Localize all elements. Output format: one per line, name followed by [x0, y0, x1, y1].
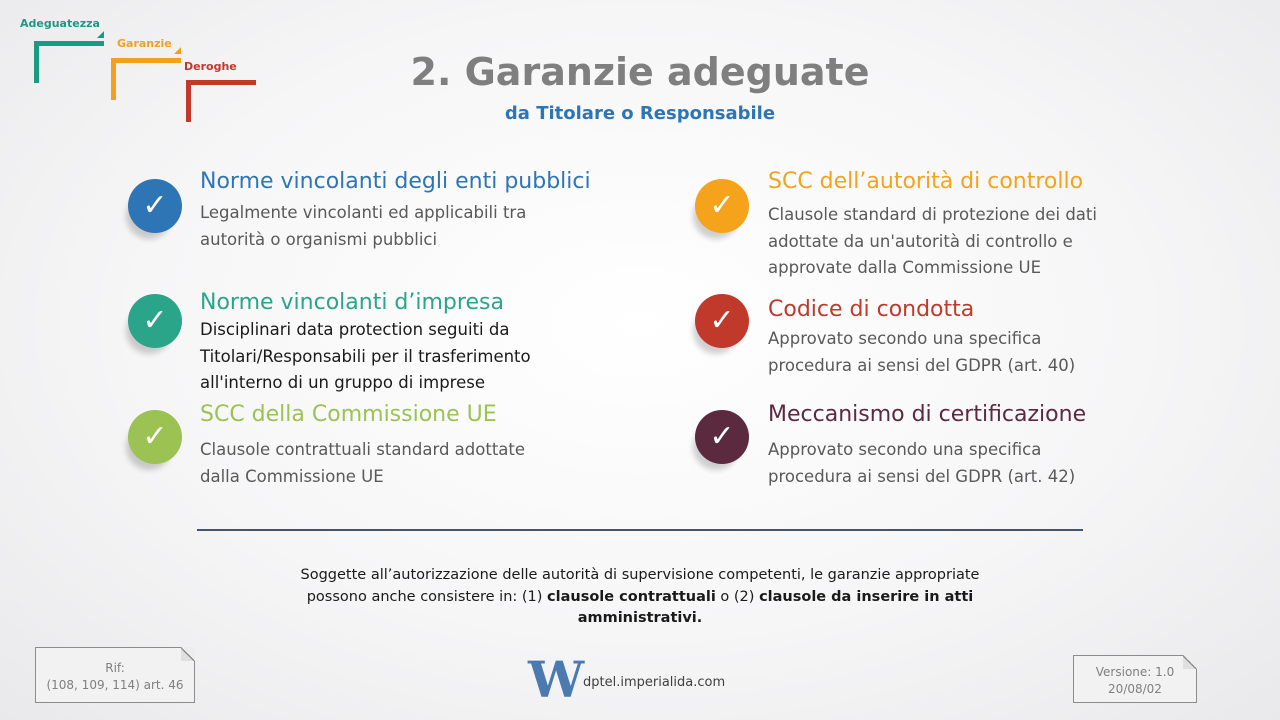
- page-title: 2. Garanzie adeguate: [410, 50, 870, 94]
- desc-line: approvate dalla Commissione UE: [768, 258, 1041, 277]
- reference-value: (108, 109, 114) art. 46: [46, 678, 184, 692]
- check-icon: ✓: [128, 294, 182, 348]
- item-description: [200, 200, 526, 253]
- check-icon: ✓: [695, 410, 749, 464]
- desc-line: Approvato secondo una specifica: [768, 440, 1042, 459]
- folded-corner-icon: [181, 647, 195, 661]
- check-icon: ✓: [128, 179, 182, 233]
- folded-corner-icon: [1183, 655, 1197, 669]
- item-description: [768, 202, 1097, 282]
- footer-bold-span: amministrativi.: [577, 610, 703, 626]
- item-title: SCC dell’autorità di controllo: [768, 169, 1084, 194]
- item-title: Norme vincolanti d’impresa: [200, 290, 504, 315]
- desc-line: Legalmente vincolanti ed applicabili tra: [200, 203, 527, 222]
- desc-line: Titolari/Responsabili per il trasferimento: [200, 346, 531, 366]
- footer-line: Soggette all’autorizzazione delle autorità di supervisione competenti, le garanzie appropriate: [300, 567, 980, 583]
- step-label-adeguatezza: Adeguatezza: [20, 17, 100, 30]
- desc-line: procedura ai sensi del GDPR (art. 40): [768, 355, 1076, 375]
- divider: [197, 529, 1083, 531]
- check-icon: ✓: [695, 294, 749, 348]
- footer-line: [280, 608, 1000, 630]
- footer-bold-span: clausole contrattuali: [547, 588, 716, 605]
- brand-logo: W: [528, 650, 585, 709]
- desc-line: procedura ai sensi del GDPR (art. 42): [768, 466, 1076, 486]
- item-description: [200, 437, 525, 490]
- desc-line: dalla Commissione UE: [200, 466, 384, 486]
- desc-line: autorità o organismi pubblici: [200, 229, 438, 249]
- version-box: [1073, 655, 1197, 703]
- item-title: Meccanismo di certificazione: [768, 402, 1087, 427]
- item-description: [200, 317, 531, 397]
- reference-box: [35, 647, 195, 703]
- item-title: Norme vincolanti degli enti pubblici: [200, 169, 591, 194]
- desc-line: Approvato secondo una specifica: [768, 329, 1042, 348]
- footer-text-span: possono anche consistere in: (1): [306, 588, 548, 605]
- step-label-deroghe: Deroghe: [184, 60, 237, 73]
- desc-line: all'interno di un gruppo di imprese: [200, 373, 485, 392]
- brand-site: dptel.imperialida.com: [583, 675, 726, 690]
- item-description: [768, 437, 1075, 490]
- item-title: Codice di condotta: [768, 297, 975, 322]
- page-subtitle: da Titolare o Responsabile: [504, 103, 776, 124]
- footer-text-span: o (2): [715, 588, 760, 605]
- step-label-garanzie: Garanzie: [117, 37, 172, 50]
- reference-label: Rif:: [105, 661, 125, 675]
- footer-bold-span: clausole da inserire in atti: [759, 588, 974, 605]
- desc-line: Clausole standard di protezione dei dati: [768, 205, 1097, 224]
- footer-line: [280, 587, 1000, 609]
- item-description: [768, 326, 1075, 379]
- version-date: 20/08/02: [1108, 682, 1162, 696]
- desc-line: adottate da un'autorità di controllo e: [768, 231, 1073, 251]
- desc-line: Disciplinari data protection seguiti da: [200, 320, 510, 339]
- version-label: Versione: 1.0: [1095, 665, 1175, 679]
- check-icon: ✓: [695, 179, 749, 233]
- step-arrow-icon: [97, 31, 104, 38]
- footer-note: [280, 565, 1000, 630]
- desc-line: Clausole contrattuali standard adottate: [200, 440, 526, 459]
- item-title: SCC della Commissione UE: [200, 402, 497, 427]
- check-icon: ✓: [128, 410, 182, 464]
